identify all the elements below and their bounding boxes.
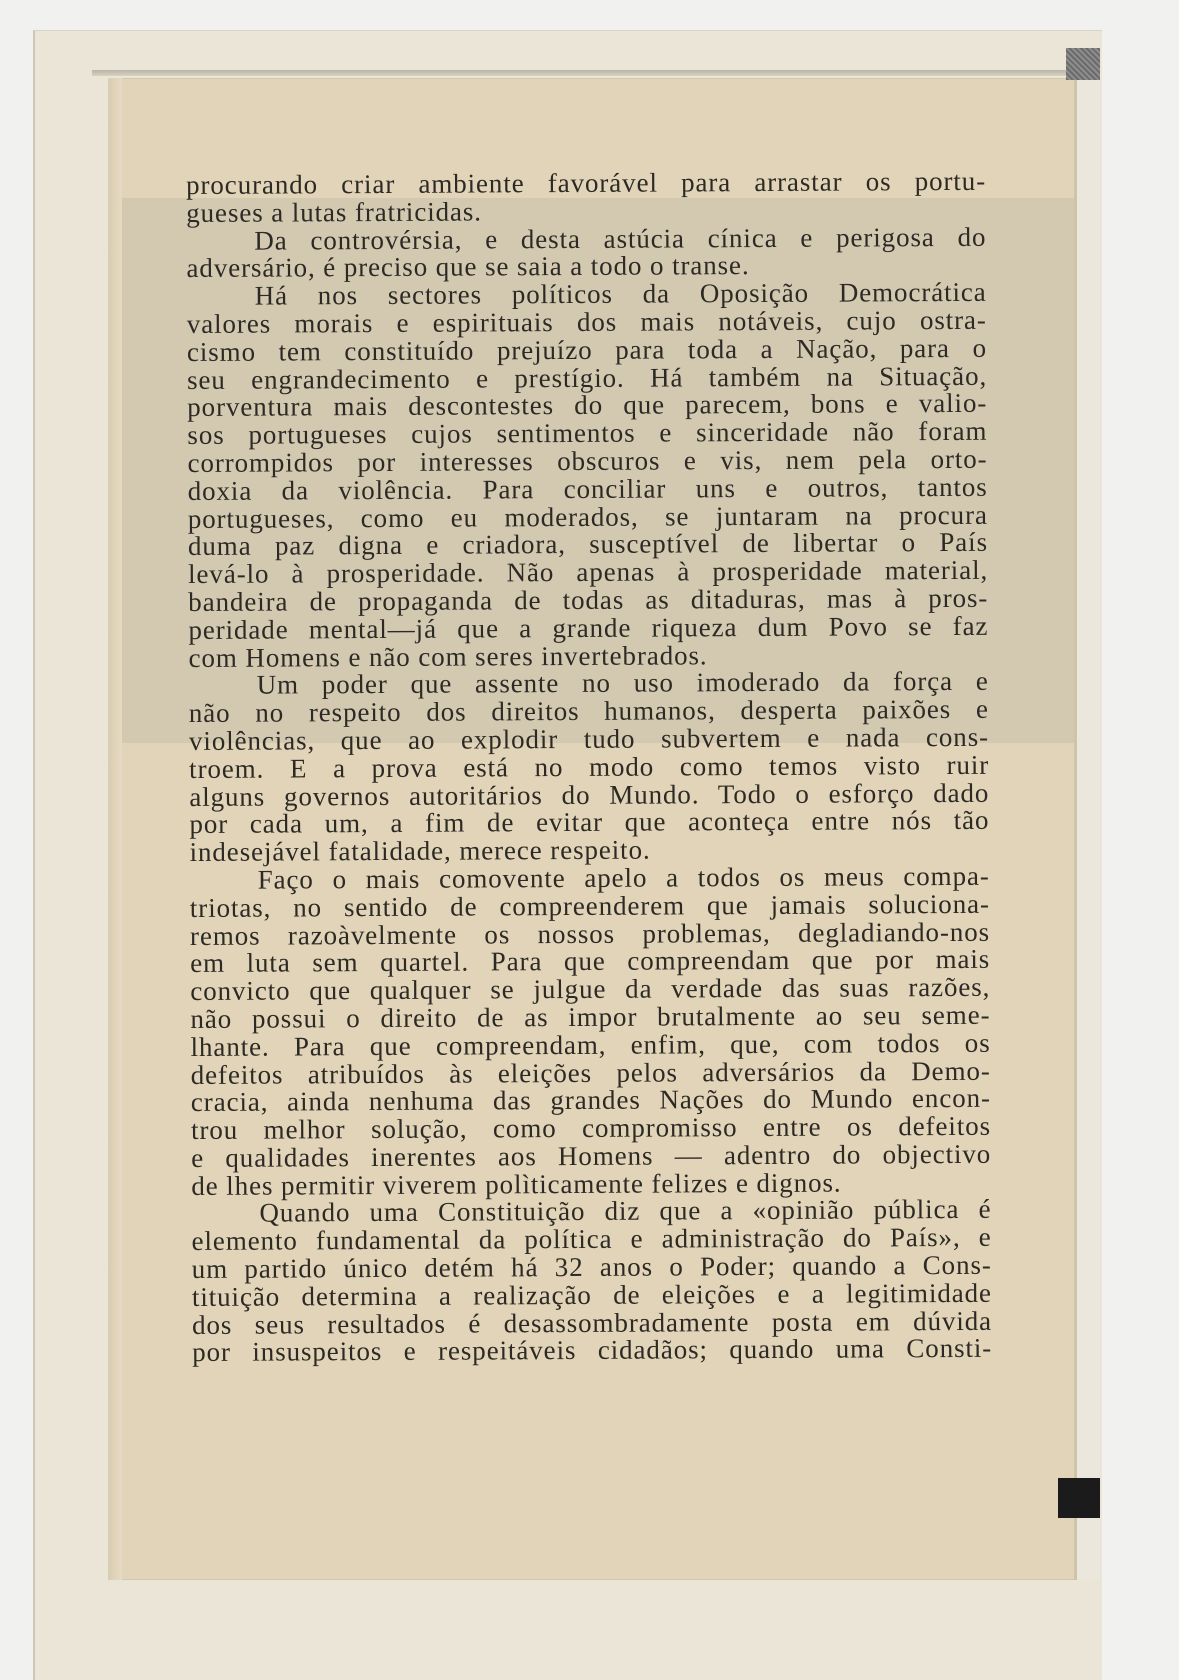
- text-line: Há nos sectores políticos da Oposição Democrática: [254, 276, 987, 311]
- paragraph: [185, 165, 987, 228]
- text-line: alguns governos autoritários do Mundo. Todo o esforço dado: [189, 777, 990, 812]
- text-line: tituição determina a realização de eleições e a legitimidade: [191, 1277, 992, 1312]
- text-line: convicto que qualquer se julgue da verdade das suas razões,: [190, 971, 991, 1007]
- text-line: gueses a lutas fratricidas.: [186, 196, 482, 228]
- scan-mark-bottom-right: [1058, 1478, 1100, 1518]
- text-line: Faço o mais comovente apelo a todos os meus compa-: [257, 860, 990, 895]
- text-line: defeitos atribuídos às eleições pelos adversários da Demo-: [190, 1055, 991, 1090]
- text-line: levá-lo à prosperidade. Não apenas à prosperidade material,: [188, 554, 989, 590]
- text-line: cismo tem constituído prejuízo para toda a Nação, para o: [186, 332, 988, 367]
- text-line: adversário, é preciso que se saia a todo o transe.: [186, 250, 750, 284]
- text-line: e qualidades inerentes aos Homens — adentro do objectivo: [191, 1138, 992, 1173]
- paragraph: [186, 276, 989, 673]
- text-line: corrompidos por interesses obscuros e vis, nem pela orto-: [187, 443, 988, 478]
- paragraph: [189, 860, 992, 1201]
- text-line: bandeira de propaganda de todas as ditaduras, mas à pros-: [188, 582, 989, 617]
- text-line: por insuspeitos e respeitáveis cidadãos; quando uma Consti-: [192, 1333, 993, 1368]
- scan-mark-top-right: [1066, 48, 1100, 80]
- text-line: trou melhor solução, como compromisso entre os defeitos: [190, 1110, 992, 1146]
- text-line: cracia, ainda nenhuma das grandes Nações do Mundo encon-: [190, 1083, 991, 1118]
- text-line: Da controvérsia, e desta astúcia cínica e perigosa do: [254, 221, 987, 256]
- text-line: um partido único detém há 32 anos o Poder; quando a Cons-: [191, 1249, 992, 1285]
- text-line: portugueses, como eu moderados, se juntaram na procura: [187, 499, 988, 534]
- text-line: em luta sem quartel. Para que compreendam que por mais: [190, 944, 991, 979]
- text-line: não possui o direito de as impor brutalmente ao seu seme-: [190, 999, 991, 1034]
- text-line: triotas, no sentido de compreenderem que jamais soluciona-: [189, 888, 990, 923]
- text-line: indesejável fatalidade, merece respeito.: [189, 834, 651, 868]
- text-line: valores morais e espirituais dos mais notáveis, cujo ostra-: [186, 304, 987, 339]
- page-text: [185, 165, 993, 1368]
- text-line: lhante. Para que compreendam, enfim, que, com todos os: [190, 1027, 991, 1062]
- page-right-margin: [1077, 78, 1100, 1580]
- text-line: de lhes permitir viverem polìticamente felizes e dignos.: [191, 1167, 842, 1201]
- text-line: violências, que ao explodir tudo subvertem e nada cons-: [188, 721, 990, 756]
- paragraph: [191, 1196, 992, 1367]
- text-line: não no respeito dos direitos humanos, desperta paixões e: [188, 693, 989, 729]
- text-line: elemento fundamental da política e administração do País», e: [191, 1222, 992, 1257]
- paragraph: [189, 668, 990, 867]
- text-line: sos portugueses cujos sentimentos e sinceridade não foram: [187, 415, 988, 451]
- page-left-edge: [108, 78, 122, 1580]
- page-right-edge: [1074, 78, 1077, 1580]
- text-line: doxia da violência. Para conciliar uns e outros, tantos: [187, 471, 988, 506]
- text-line: Um poder que assente no uso imoderado da força e: [256, 666, 989, 700]
- top-rule: [92, 70, 1067, 76]
- text-line: seu engrandecimento e prestígio. Há também na Situação,: [187, 360, 988, 395]
- text-line: remos razoàvelmente os nossos problemas, degladiando-nos: [189, 916, 991, 951]
- text-line: dos seus resultados é desassombradamente posta em dúvida: [191, 1305, 993, 1340]
- paragraph: [186, 223, 986, 283]
- text-line: procurando criar ambiente favorável para arrastar os portu-: [185, 165, 987, 200]
- text-line: Quando uma Constituição diz que a «opinião pública é: [259, 1194, 992, 1229]
- text-line: duma paz digna e criadora, susceptível de libertar o País: [187, 527, 989, 562]
- text-line: peridade mental—já que a grande riqueza dum Povo se faz: [188, 610, 989, 645]
- text-line: porventura mais descontestes do que parecem, bons e valio-: [187, 388, 988, 423]
- text-line: com Homens e não com seres invertebrados.: [188, 639, 708, 673]
- text-line: por cada um, a fim de evitar que aconteça entre nós tão: [189, 805, 990, 840]
- text-line: troem. E a prova está no modo como temos visto ruir: [189, 749, 990, 784]
